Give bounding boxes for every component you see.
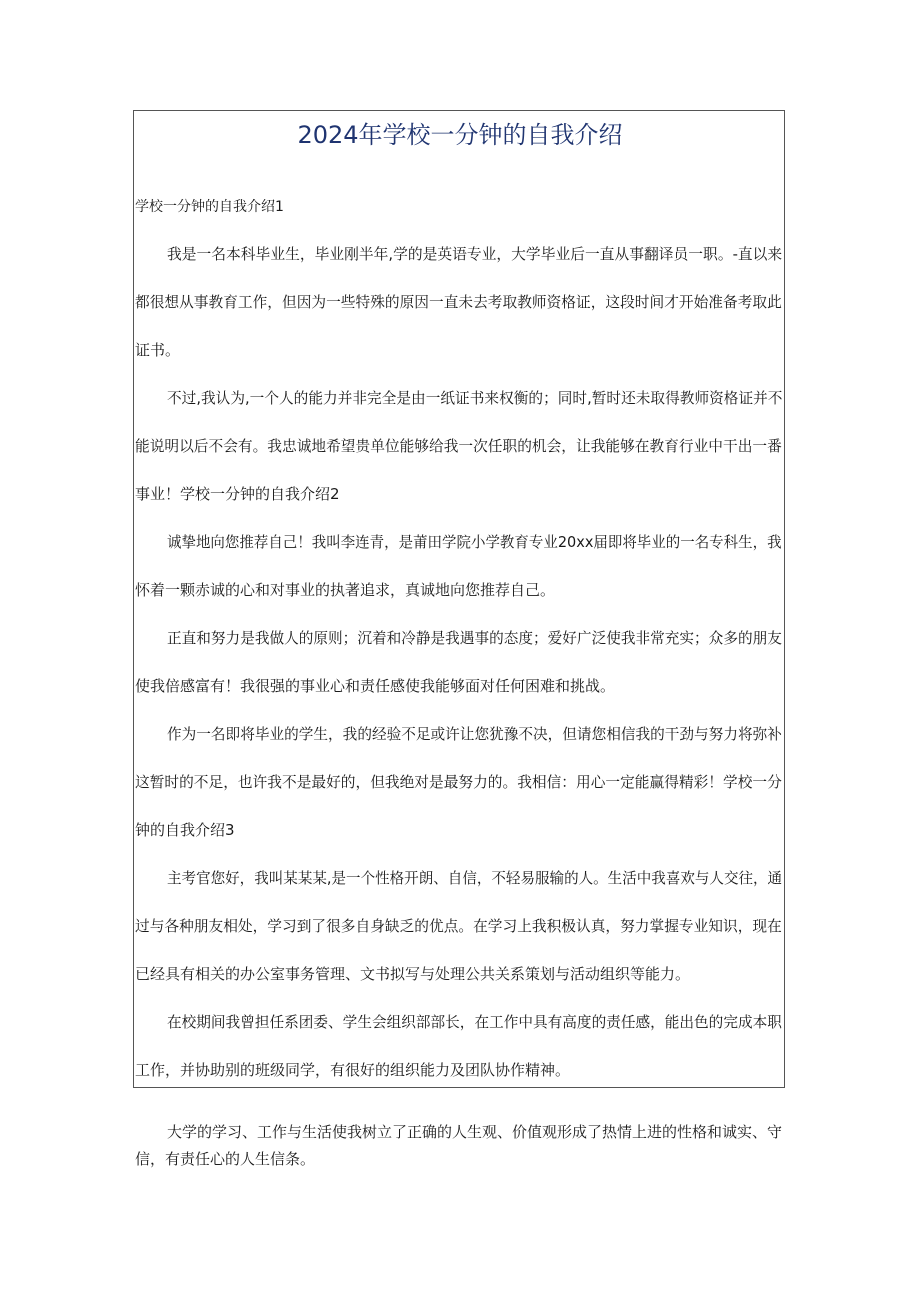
document-title: 2024年学校一分钟的自我介绍 [297, 121, 623, 149]
text-line: 这暂时的不足，也许我不是最好的，但我绝对是最努力的。我相信：用心一定能赢得精彩！学校一分 [135, 773, 782, 791]
text-line: 怀着一颗赤诚的心和对事业的执著追求，真诚地向您推荐自己。 [135, 581, 556, 599]
text-line: 在校期间我曾担任系团委、学生会组织部部长，在工作中具有高度的责任感，能出色的完成本职 [167, 1013, 782, 1031]
text-line: 过与各种朋友相处，学习到了很多自身缺乏的优点。在学习上我积极认真，努力掌握专业知识，现在 [135, 917, 782, 935]
text-line: 能说明以后不会有。我忠诚地希望贵单位能够给我一次任职的机会，让我能够在教育行业中干出一番 [135, 437, 782, 455]
text-line: 已经具有相关的办公室事务管理、文书拟写与处理公共关系策划与活动组织等能力。 [135, 965, 691, 983]
text-line: 都很想从事教育工作，但因为一些特殊的原因一直未去考取教师资格证，这段时间才开始准备考取此 [135, 293, 782, 311]
text-line: 我是一名本科毕业生，毕业刚半年,学的是英语专业，大学毕业后一直从事翻译员一职。-直以来 [167, 245, 783, 263]
text-line: 钟的自我介绍3 [135, 821, 235, 839]
text-line: 工作，并协助别的班级同学，有很好的组织能力及团队协作精神。 [135, 1061, 571, 1079]
text-line: 使我倍感富有！我很强的事业心和责任感使我能够面对任何困难和挑战。 [135, 677, 616, 695]
text-line: 不过,我认为,一个人的能力并非完全是由一纸证书来权衡的；同时,暂时还未取得教师资格证并不 [167, 389, 783, 407]
text-line: 正直和努力是我做人的原则；沉着和冷静是我遇事的态度；爱好广泛使我非常充实；众多的朋友 [167, 629, 782, 647]
text-line: 事业！学校一分钟的自我介绍2 [135, 485, 340, 503]
text-line: 信，有责任心的人生信条。 [135, 1150, 316, 1168]
text-line: 作为一名即将毕业的学生，我的经验不足或许让您犹豫不决，但请您相信我的干劲与努力将弥补 [167, 725, 782, 743]
text-line: 证书。 [135, 341, 181, 359]
text-line: 诚挚地向您推荐自己！我叫李连青，是莆田学院小学教育专业20xx届即将毕业的一名专科生，我 [167, 533, 782, 551]
text-line: 主考官您好，我叫某某某,是一个性格开朗、自信，不轻易服输的人。生活中我喜欢与人交往，通 [167, 869, 783, 887]
text-line: 大学的学习、工作与生活使我树立了正确的人生观、价值观形成了热情上进的性格和诚实、守 [167, 1123, 783, 1141]
text-line: 学校一分钟的自我介绍1 [135, 199, 284, 215]
